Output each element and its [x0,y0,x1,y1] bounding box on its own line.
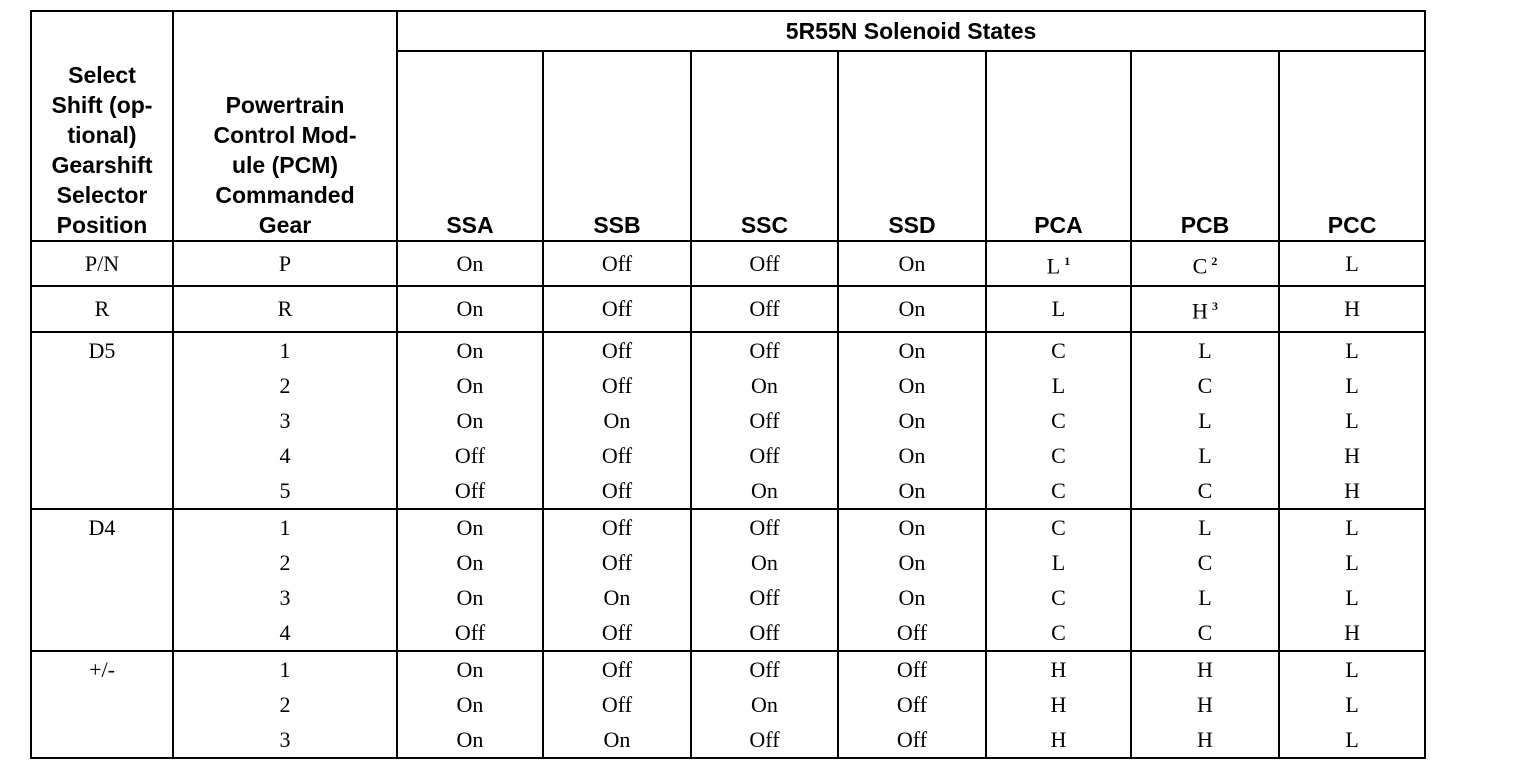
header-pca: PCA [986,51,1131,241]
pcc-state-text: L [1345,251,1359,277]
ssa-state-text: On [456,549,484,575]
ssb-state-text: Off [601,514,633,540]
ssa-state [398,333,542,368]
header-gear-line: Powertrain [225,92,345,118]
ssc-cell [691,286,838,331]
ssa-state-text: Off [454,442,486,468]
ssb-state [544,652,690,687]
header-gear-line: Commanded [215,182,355,208]
ssa-state [398,368,542,403]
ssc-cell [691,651,838,758]
pca-state-text: C [1051,514,1066,540]
ssa-state-text: On [456,372,484,398]
pcb-state-text: C [1197,477,1213,503]
pca-state-text: H [1050,726,1067,752]
pcc-state-text: L [1345,549,1359,575]
header-gear-line: Control Mod- [213,122,357,148]
ssc-state [692,289,837,328]
header-selector-line: Shift (op- [51,92,153,118]
pcc-state [1280,289,1424,328]
selector-position-cell: D4 [31,509,173,651]
ssa-state-text: On [456,584,484,610]
pcc-state-text: L [1345,372,1359,398]
pcb-state [1132,615,1278,650]
pca-state-text: L [1051,372,1066,398]
ssb-cell [543,332,691,509]
ssc-state-text: Off [749,726,780,752]
ssa-state-text: On [456,407,484,433]
ssc-state [692,403,837,438]
pca-state-text: C [1051,337,1066,363]
pcb-state-text: L [1198,514,1212,540]
pcb-state [1132,242,1278,285]
pca-cell [986,651,1131,758]
pca-state [987,687,1130,722]
ssa-state-text: On [456,514,484,540]
ssd-state-text: Off [896,691,928,717]
ssa-state [398,403,542,438]
gear-value: 3 [279,407,291,433]
ssc-state [692,652,837,687]
ssc-cell [691,241,838,286]
ssb-state-text: Off [601,251,633,277]
gear-value: 2 [279,691,291,717]
ssc-cell [691,509,838,651]
header-ssa: SSA [397,51,543,241]
ssa-state-text: On [456,726,484,752]
commanded-gear-cell [173,651,397,758]
ssd-state-text: On [898,477,926,503]
header-pcb: PCB [1131,51,1279,241]
pcb-state-text: C [1192,253,1208,279]
ssa-state [398,545,542,580]
ssd-state [839,289,985,328]
header-selector-line: Gearshift [51,152,153,178]
gear-value: 2 [279,549,291,575]
ssb-state [544,580,690,615]
selector-position-cell: +/- [31,651,173,758]
ssb-state-text: Off [601,549,633,575]
pcb-state-text: H [1197,656,1213,682]
commanded-gear-cell [173,332,397,509]
ssc-state-text: Off [749,296,780,322]
ssc-state-text: Off [749,584,780,610]
footnote-marker: 3 [1211,299,1218,314]
gear-value: 1 [279,514,291,540]
ssc-state [692,244,837,283]
pcb-state [1132,473,1278,508]
pcb-state-text: H [1197,691,1213,717]
gear-value: 3 [279,584,291,610]
ssb-cell [543,241,691,286]
pcc-state-text: H [1344,619,1360,645]
ssd-state-text: On [898,407,926,433]
pcb-cell [1131,332,1279,509]
gear-value: 2 [279,372,291,398]
header-ssc: SSC [691,51,838,241]
ssb-state-text: On [603,584,631,610]
pca-state [987,333,1130,368]
ssc-state-text: On [751,372,778,398]
ssd-state [839,438,985,473]
ssc-cell [691,332,838,509]
pcc-state-text: L [1345,691,1359,717]
ssd-cell [838,332,986,509]
pca-cell [986,509,1131,651]
selector-position-cell: P/N [31,241,173,286]
ssd-cell [838,509,986,651]
ssa-state [398,722,542,757]
selector-position-cell: R [31,286,173,331]
ssa-state [398,652,542,687]
pca-state [987,438,1130,473]
ssb-state [544,403,690,438]
ssa-state-text: On [456,251,484,277]
ssd-state [839,510,985,545]
header-selector-line: tional) [67,122,137,148]
ssd-state [839,652,985,687]
header-selector-position [31,11,173,241]
ssa-cell [397,509,543,651]
ssb-cell [543,509,691,651]
ssd-state [839,403,985,438]
ssd-state-text: On [898,296,926,322]
ssb-state-text: Off [601,442,633,468]
ssa-state [398,473,542,508]
ssd-state [839,545,985,580]
table-row [31,286,1425,331]
gear-value: P [278,251,292,277]
pca-state [987,289,1130,328]
pcb-cell [1131,286,1279,331]
ssd-state-text: On [898,514,926,540]
pca-state [987,722,1130,757]
pcc-state-text: L [1345,514,1359,540]
footnote-marker: 2 [1211,254,1218,268]
ssc-state-text: Off [749,514,780,540]
ssd-state [839,244,985,283]
pcb-state-text: L [1198,442,1212,468]
pcb-state [1132,545,1278,580]
ssa-state-text: On [456,691,484,717]
pcb-state [1132,333,1278,368]
header-pcc: PCC [1279,51,1425,241]
pcb-state [1132,438,1278,473]
pcc-state [1280,687,1424,722]
pcb-cell [1131,509,1279,651]
pca-cell [986,332,1131,509]
ssc-state [692,615,837,650]
header-gear-line: Gear [258,212,312,238]
pca-state-text: C [1051,442,1066,468]
pcb-state [1132,510,1278,545]
gear-value: 4 [279,619,291,645]
ssc-state [692,545,837,580]
pca-state-text: L [1051,296,1066,322]
header-ssb: SSB [543,51,691,241]
ssb-state [544,438,690,473]
pcc-state [1280,722,1424,757]
ssd-state [839,473,985,508]
commanded-gear-cell [173,509,397,651]
ssa-cell [397,651,543,758]
gear-value: 1 [279,337,291,363]
ssa-state-text: On [456,656,484,682]
header-selector-line: Selector [56,182,148,208]
pcc-state [1280,333,1424,368]
ssb-state [544,687,690,722]
ssc-state-text: Off [749,337,780,363]
ssc-state [692,333,837,368]
table-row [31,241,1425,286]
pcc-state-text: L [1345,726,1359,752]
ssc-state-text: Off [749,656,780,682]
pcc-cell [1279,332,1425,509]
ssd-state [839,687,985,722]
gear-value: 5 [279,477,291,503]
pcc-state [1280,615,1424,650]
pcb-state [1132,652,1278,687]
ssd-state [839,580,985,615]
pcc-cell [1279,286,1425,331]
ssb-state [544,333,690,368]
ssa-cell [397,286,543,331]
header-selector-line: Select [68,62,136,88]
pcc-state [1280,652,1424,687]
ssa-state-text: Off [454,477,486,503]
ssd-state [839,615,985,650]
ssc-state-text: Off [749,442,780,468]
ssa-state-text: Off [454,619,486,645]
commanded-gear-cell [173,286,397,331]
footnote-marker: 1 [1064,254,1071,268]
pca-state-text: L [1051,549,1066,575]
ssc-state [692,687,837,722]
ssd-state-text: On [898,584,926,610]
pca-state [987,510,1130,545]
pcb-state-text: H [1197,726,1213,752]
ssb-state-text: Off [601,337,633,363]
table-row [31,651,1425,758]
ssb-state [544,289,690,328]
ssa-state [398,615,542,650]
table-body [31,241,1425,758]
pca-state [987,652,1130,687]
pcb-cell [1131,241,1279,286]
header-gear-line: ule (PCM) [231,152,339,178]
pca-state [987,615,1130,650]
pcb-state [1132,403,1278,438]
ssd-cell [838,286,986,331]
pca-state [987,368,1130,403]
ssa-state [398,510,542,545]
pcc-state [1280,510,1424,545]
ssc-state [692,510,837,545]
ssc-state [692,368,837,403]
ssb-state [544,615,690,650]
ssd-state-text: On [898,549,926,575]
ssa-state-text: On [456,296,484,322]
pcb-state [1132,722,1278,757]
pca-cell [986,241,1131,286]
gear-value: 3 [279,726,291,752]
ssb-state [544,244,690,283]
ssd-state-text: On [898,337,926,363]
pcb-state-text: H [1192,298,1208,324]
ssb-cell [543,651,691,758]
ssd-state-text: On [898,442,926,468]
ssd-state-text: Off [896,656,928,682]
pca-state [987,473,1130,508]
pcb-state-text: C [1197,372,1213,398]
ssb-state-text: On [603,407,631,433]
pca-state [987,403,1130,438]
ssb-state [544,510,690,545]
gear-value: 1 [279,656,291,682]
pca-state-text: C [1051,477,1066,503]
ssb-state [544,722,690,757]
header-commanded-gear [173,11,397,241]
selector-position-cell: D5 [31,332,173,509]
ssd-cell [838,241,986,286]
ssa-state [398,438,542,473]
ssc-state-text: On [751,549,778,575]
pca-state-text: L [1046,253,1061,279]
ssa-state [398,289,542,328]
commanded-gear-cell [173,241,397,286]
ssb-state-text: Off [601,296,633,322]
pcb-state [1132,368,1278,403]
ssa-state [398,580,542,615]
pcc-state-text: L [1345,656,1359,682]
ssd-state-text: On [898,372,926,398]
table-row [31,509,1425,651]
pcc-cell [1279,241,1425,286]
ssb-cell [543,286,691,331]
pcc-state [1280,545,1424,580]
table-row [31,332,1425,509]
pcb-state-text: C [1197,549,1213,575]
pcc-state-text: H [1344,477,1360,503]
pca-state [987,545,1130,580]
pcc-state [1280,580,1424,615]
ssc-state [692,473,837,508]
ssc-state-text: Off [749,251,780,277]
ssa-cell [397,332,543,509]
pca-state-text: C [1051,619,1066,645]
ssc-state-text: On [751,691,778,717]
ssb-state-text: Off [601,656,633,682]
ssa-state-text: On [456,337,484,363]
header-solenoid-states: 5R55N Solenoid States [397,11,1425,51]
pcc-state-text: L [1345,584,1359,610]
ssa-cell [397,241,543,286]
pcc-cell [1279,509,1425,651]
ssd-state [839,368,985,403]
ssb-state [544,368,690,403]
pca-state [987,580,1130,615]
pcb-state [1132,687,1278,722]
pcb-state [1132,580,1278,615]
pcb-state-text: C [1197,619,1213,645]
ssc-state-text: Off [749,407,780,433]
gear-value: R [277,296,293,322]
ssb-state [544,473,690,508]
pca-state [987,242,1130,285]
pcc-state [1280,368,1424,403]
pca-state-text: H [1050,691,1067,717]
ssa-state [398,244,542,283]
header-selector-line: Position [56,212,148,238]
ssb-state-text: Off [601,477,633,503]
pcc-state-text: H [1344,442,1360,468]
pcc-state-text: H [1344,296,1360,322]
pcb-state-text: L [1198,337,1212,363]
pcc-state [1280,438,1424,473]
ssd-state-text: Off [896,619,928,645]
pcc-state [1280,403,1424,438]
ssc-state [692,722,837,757]
pca-cell [986,286,1131,331]
ssd-state [839,333,985,368]
pcc-state-text: L [1345,337,1359,363]
pcc-state [1280,473,1424,508]
pcc-state [1280,244,1424,283]
ssc-state-text: On [751,477,778,503]
ssc-state-text: Off [749,619,780,645]
ssb-state-text: On [603,726,631,752]
pcb-state [1132,287,1278,330]
ssd-state-text: On [898,251,926,277]
pca-state-text: H [1050,656,1067,682]
solenoid-states-table [30,10,1426,759]
pcc-cell [1279,651,1425,758]
ssa-state [398,687,542,722]
pca-state-text: C [1051,407,1066,433]
ssb-state-text: Off [601,619,633,645]
ssb-state [544,545,690,580]
ssc-state [692,580,837,615]
pcb-cell [1131,651,1279,758]
pcb-state-text: L [1198,407,1212,433]
pcc-state-text: L [1345,407,1359,433]
header-ssd: SSD [838,51,986,241]
gear-value: 4 [279,442,291,468]
pca-state-text: C [1051,584,1066,610]
ssd-cell [838,651,986,758]
ssb-state-text: Off [601,691,633,717]
ssd-state-text: Off [896,726,928,752]
ssd-state [839,722,985,757]
pcb-state-text: L [1198,584,1212,610]
ssb-state-text: Off [601,372,633,398]
ssc-state [692,438,837,473]
